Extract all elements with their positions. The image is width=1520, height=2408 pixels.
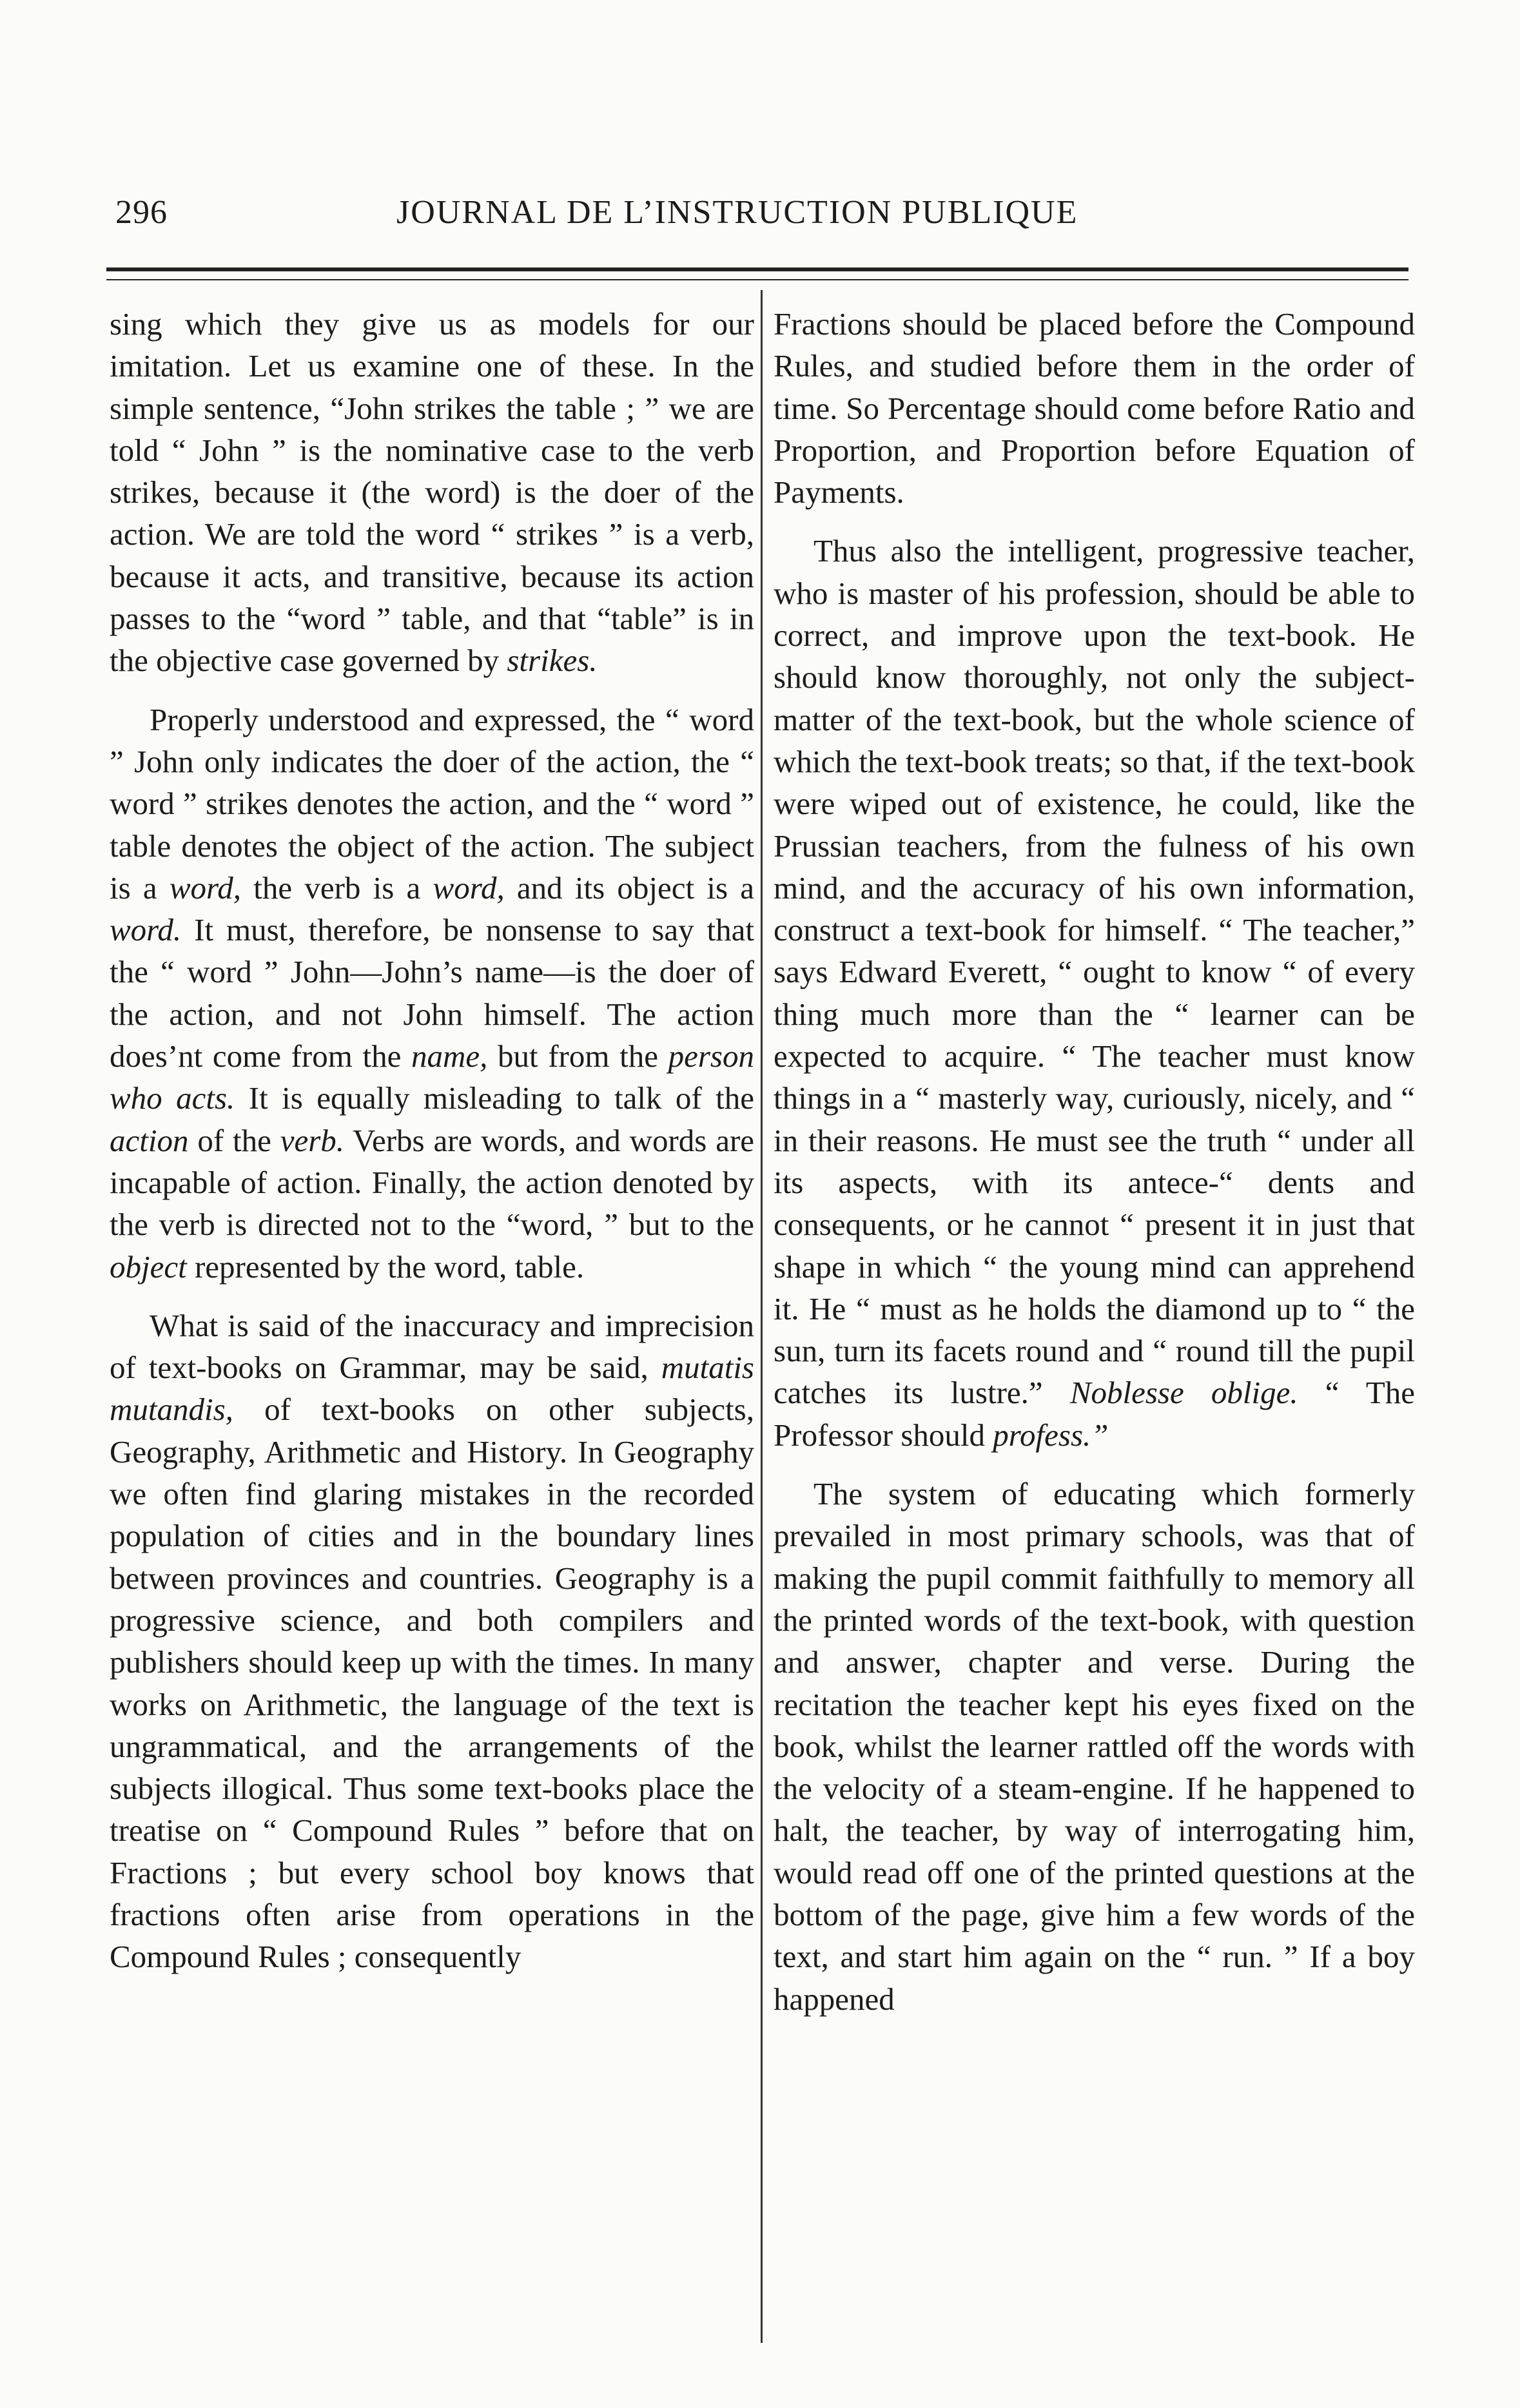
left-paragraph-1: sing which they give us as models for our imitation. Let us examine one of these. In the simple sentence, “John strikes the table ; ” we are told “ John ” is the nominative case to the verb strikes, because it (the word) is the doer of the action. We are told the word “ strikes ” is a verb, because it acts, and transitive, because its action passes to the “word ” table, and that “table” is in the objective case governed by strikes. [110, 306, 754, 679]
right-paragraph-2: Thus also the intelligent, progressive teacher, who is master of his profession, should be able to correct, and improve upon the text-book. He should know thoroughly, not only the subject-matter of the text-book, but the whole science of which the text-book treats; so that, if the text-book were wiped out of existence, he could, like the Prussian teachers, from the fulness of his own mind, and the accuracy of his own information, construct a text-book for himself. “ The teacher,” says Edward Everett, “ ought to know “ of every thing much more than the “ learner can be expected to acquire. “ The teacher must know things in a “ masterly way, curiously, nicely, and “ in their reasons. He must see the truth “ under all its aspects, with its antece-“ dents and consequents, or he cannot “ present it in just that shape in which “ the young mind can apprehend it. He “ must as he holds the diamond up to “ the sun, turn its facets round and “ round till the pupil catches its lustre.” Noblesse oblige. “ The Professor should profess.” [774, 533, 1415, 1453]
column-divider [761, 290, 763, 2343]
right-paragraph-1: Fractions should be placed before the Compound Rules, and studied before them in the order of time. So Percentage should come before Ratio and Proportion, and Proportion before Equation of Payments. [774, 306, 1415, 510]
page-number: 296 [115, 194, 168, 231]
header-rule-thin [106, 279, 1408, 280]
page-header [106, 193, 1151, 245]
journal-title: JOURNAL DE L’INSTRUCTION PUBLIQUE [396, 194, 1078, 231]
left-column [110, 303, 754, 1978]
right-column [774, 303, 1415, 2020]
header-rule-thick [106, 267, 1408, 271]
right-paragraph-3: The system of educating which formerly prevailed in most primary schools, was that of making the pupil commit faithfully to memory all the printed words of the text-book, with question and answer, chapter and verse. During the recitation the teacher kept his eyes fixed on the book, whilst the learner rattled off the words with the velocity of a steam-engine. If he happened to halt, the teacher, by way of interrogating him, would read off one of the printed questions at the bottom of the page, give him a few words of the text, and start him again on the “ run. ” If a boy happened [774, 1476, 1415, 2017]
left-paragraph-3: What is said of the inaccuracy and imprecision of text-books on Grammar, may be said, mutatis mutandis, of text-books on other subjects, Geography, Arithmetic and History. In Geography we often find glaring mistakes in the recorded population of cities and in the boundary lines between provinces and countries. Geography is a progressive science, and both compilers and publishers should keep up with the times. In many works on Arithmetic, the language of the text is ungrammatical, and the arrangements of the subjects illogical. Thus some text-books place the treatise on “ Compound Rules ” before that on Fractions ; but every school boy knows that fractions often arise from operations in the Compound Rules ; consequently [110, 1307, 754, 1975]
left-paragraph-2: Properly understood and expressed, the “ word ” John only indicates the doer of the action, the “ word ” strikes denotes the action, and the “ word ” table denotes the object of the action. The subject is a word, the verb is a word, and its object is a word. It must, therefore, be nonsense to say that the “ word ” John—John’s name—is the doer of the action, and not John himself. The action does’nt come from the name, but from the person who acts. It is equally misleading to talk of the action of the verb. Verbs are words, and words are incapable of action. Finally, the action denoted by the verb is directed not to the “word, ” but to the object represented by the word, table. [110, 701, 755, 1285]
